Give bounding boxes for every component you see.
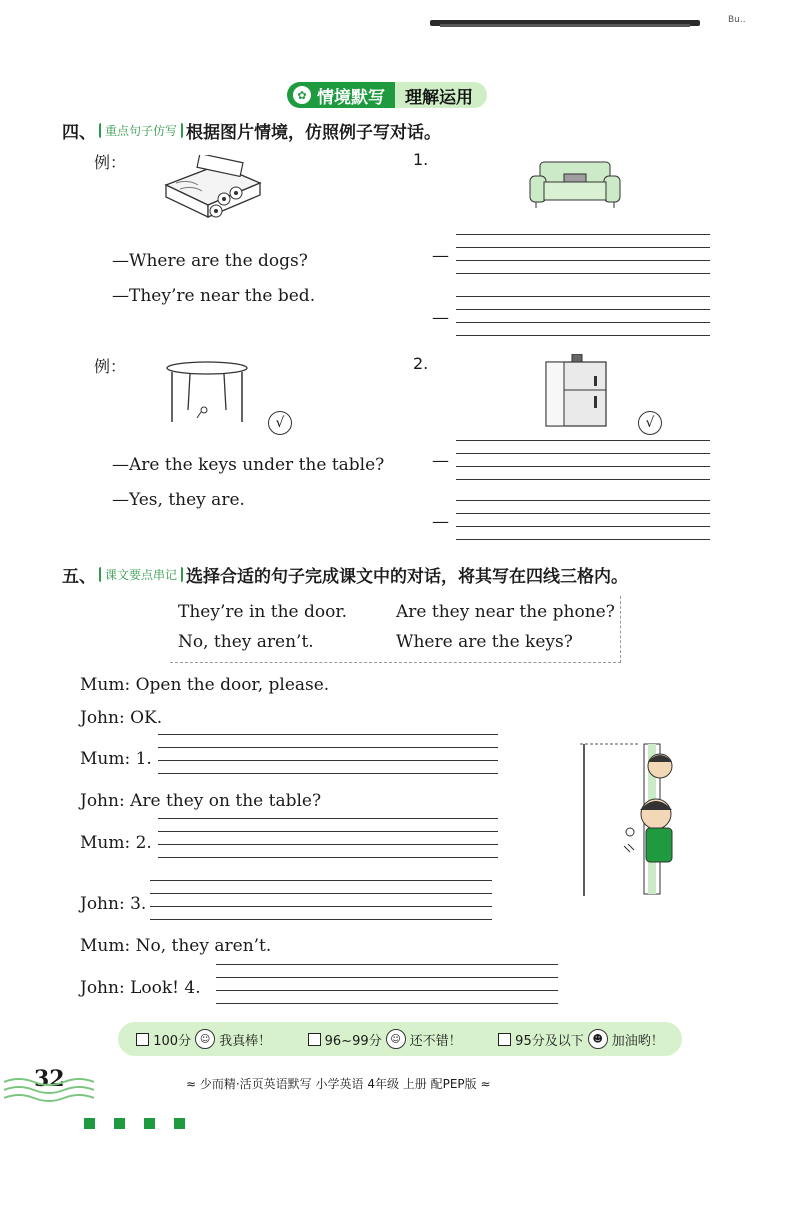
top-decoration-bar-thin xyxy=(440,24,690,27)
green-square xyxy=(114,1118,125,1129)
item2-label: 2. xyxy=(413,354,429,373)
page-number: 32 xyxy=(34,1066,65,1092)
section4-tag: 重点句子仿写 xyxy=(99,123,183,138)
answer-line[interactable] xyxy=(456,273,710,274)
score-option[interactable] xyxy=(308,1029,462,1049)
answer-line[interactable] xyxy=(456,539,710,540)
table-with-keys-illustration xyxy=(164,360,250,426)
banner-sub: 理解运用 xyxy=(395,82,487,108)
answer-line[interactable] xyxy=(456,479,710,480)
dialogue-line: Mum: 2. xyxy=(80,833,152,853)
answer-line[interactable] xyxy=(456,466,710,467)
answer-line[interactable] xyxy=(456,322,710,323)
answer-line[interactable] xyxy=(216,977,558,978)
green-square xyxy=(144,1118,155,1129)
wave-decoration xyxy=(4,1074,94,1104)
smile-face-icon: ☺ xyxy=(386,1029,406,1049)
dialogue-line: Mum: No, they aren’t. xyxy=(80,936,272,956)
dialogue-line: John: Are they on the table? xyxy=(80,791,322,811)
choice-item: Where are the keys? xyxy=(396,632,573,652)
green-square xyxy=(84,1118,95,1129)
answer-line[interactable] xyxy=(150,906,492,907)
score-label: 95分及以下 xyxy=(515,1033,584,1049)
checkbox-icon[interactable] xyxy=(308,1033,321,1046)
check-mark-icon: √ xyxy=(268,411,292,435)
section-banner xyxy=(287,82,487,108)
answer-line[interactable] xyxy=(150,880,492,881)
answer-line[interactable] xyxy=(456,335,710,336)
example2-question: —Are the keys under the table? xyxy=(112,455,385,475)
section5-title xyxy=(62,562,628,587)
answer-line[interactable] xyxy=(456,453,710,454)
dialogue-line: Mum: Open the door, please. xyxy=(80,675,330,695)
score-label: 96~99分 xyxy=(324,1033,382,1049)
example1-answer: —They’re near the bed. xyxy=(112,286,316,306)
score-label: 100分 xyxy=(153,1033,192,1049)
item1-label: 1. xyxy=(413,150,429,169)
example2-answer: —Yes, they are. xyxy=(112,490,245,510)
checkbox-icon[interactable] xyxy=(498,1033,511,1046)
corner-text: Bu.. xyxy=(728,15,746,25)
answer-line[interactable] xyxy=(456,309,710,310)
answer-line[interactable] xyxy=(456,234,710,235)
choice-box xyxy=(170,596,621,663)
section5-tag: 课文要点串记 xyxy=(99,567,183,582)
choice-item: They’re in the door. xyxy=(178,602,347,622)
answer-line[interactable] xyxy=(456,526,710,527)
dialogue-line: John: OK. xyxy=(80,708,163,728)
answer-line[interactable] xyxy=(216,964,558,965)
answer-line[interactable] xyxy=(158,844,498,845)
dialogue-line: John: 3. xyxy=(80,894,147,914)
bed-with-dogs-illustration xyxy=(158,155,270,225)
sofa-illustration xyxy=(528,160,622,210)
answer-line[interactable] xyxy=(150,893,492,894)
score-comment: 我真棒！ xyxy=(219,1033,272,1049)
answer-line[interactable] xyxy=(456,296,710,297)
check-mark-icon: √ xyxy=(638,411,662,435)
dash: — xyxy=(432,246,449,266)
footer-text: ≈ 少而精·活页英语默写 小学英语 4年级 上册 配PEP版 ≈ xyxy=(186,1077,491,1091)
choice-item: No, they aren’t. xyxy=(178,632,314,652)
boys-at-door-illustration xyxy=(578,740,688,900)
section5-number: 五、 xyxy=(62,567,96,587)
answer-line[interactable] xyxy=(456,500,710,501)
answer-line[interactable] xyxy=(158,734,498,735)
example1-label: 例： xyxy=(94,153,127,172)
cheer-face-icon: ☻ xyxy=(588,1029,608,1049)
answer-line[interactable] xyxy=(158,818,498,819)
answer-line[interactable] xyxy=(456,260,710,261)
answer-line[interactable] xyxy=(456,440,710,441)
dash: — xyxy=(432,451,449,471)
section4-number: 四、 xyxy=(62,123,96,143)
choice-item: Are they near the phone? xyxy=(396,602,615,622)
checkbox-icon[interactable] xyxy=(136,1033,149,1046)
score-comment: 加油哟！ xyxy=(611,1033,664,1049)
answer-line[interactable] xyxy=(456,247,710,248)
answer-line[interactable] xyxy=(456,513,710,514)
dash: — xyxy=(432,308,449,328)
banner-main-text: 情境默写 xyxy=(317,87,385,108)
score-option[interactable] xyxy=(136,1029,271,1049)
answer-line[interactable] xyxy=(158,747,498,748)
green-square xyxy=(174,1118,185,1129)
banner-main xyxy=(287,82,395,108)
example1-question: —Where are the dogs? xyxy=(112,251,308,271)
dialogue-line: John: Look! 4. xyxy=(80,978,201,998)
answer-line[interactable] xyxy=(158,831,498,832)
answer-line[interactable] xyxy=(216,990,558,991)
score-comment: 还不错！ xyxy=(409,1033,462,1049)
score-bar xyxy=(118,1022,682,1056)
dash: — xyxy=(432,512,449,532)
section4-instruction: 根据图片情境，仿照例子写对话。 xyxy=(186,123,442,143)
dialogue-line: Mum: 1. xyxy=(80,749,152,769)
thumbs-up-face-icon: ☺ xyxy=(195,1029,215,1049)
answer-line[interactable] xyxy=(158,773,498,774)
paw-icon: ✿ xyxy=(293,86,311,104)
answer-line[interactable] xyxy=(150,919,492,920)
answer-line[interactable] xyxy=(158,760,498,761)
section4-title xyxy=(62,118,441,143)
answer-line[interactable] xyxy=(158,857,498,858)
example2-label: 例： xyxy=(94,357,127,376)
fridge-with-keys-illustration xyxy=(542,354,610,428)
section5-instruction: 选择合适的句子完成课文中的对话，将其写在四线三格内。 xyxy=(186,567,629,587)
answer-line[interactable] xyxy=(216,1003,558,1004)
score-option[interactable] xyxy=(498,1029,664,1049)
